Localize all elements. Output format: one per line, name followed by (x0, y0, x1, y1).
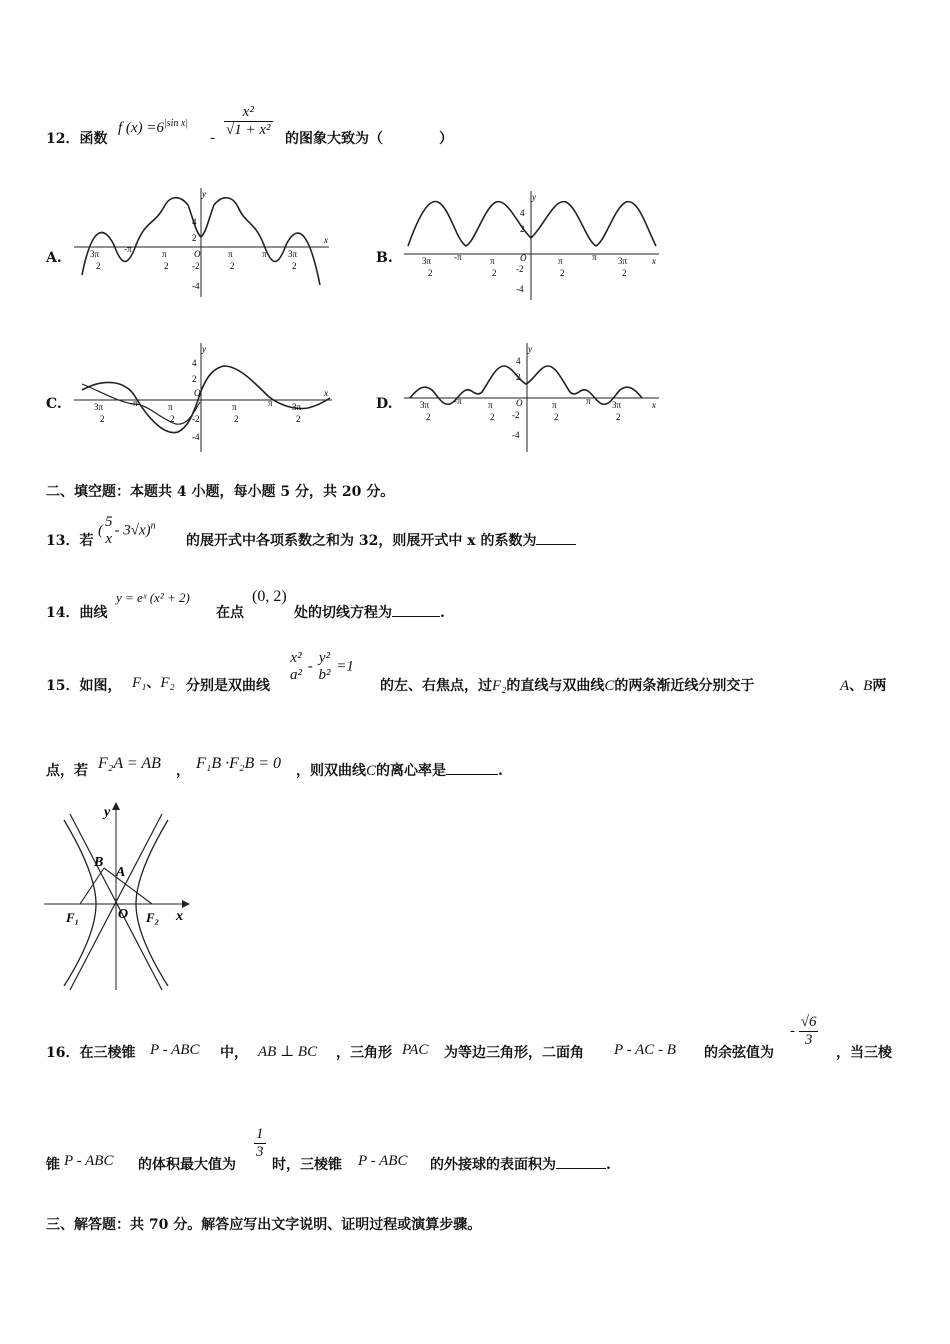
graph-c-origin: O (194, 388, 201, 398)
q15-line2-end: ，则双曲线C的离心率是 . (296, 763, 503, 779)
q14-curve: y = eˣ (x² + 2) (116, 590, 190, 605)
graph-d-tick-negpi2: π (488, 400, 493, 410)
figure-x-label: x (176, 909, 183, 924)
q15-condition-2: F₁B ·F₂B = 0 (196, 755, 282, 772)
graph-d-tick-2: 2 (516, 372, 521, 382)
figure-point-b: B (94, 855, 104, 870)
graph-b-tick-3pi2-pos: 3π (618, 256, 628, 266)
graph-a-tick-negpi: -π (124, 244, 132, 254)
graph-b-tick-pi2-den: 2 (560, 268, 565, 278)
q16-cos-lead: 的余弦值为 (704, 1045, 774, 1061)
graph-c-tick-pi2: π (232, 402, 237, 412)
q16-pyramid-2: P - ABC (64, 1153, 114, 1169)
option-b-label: B. (376, 250, 393, 266)
graph-a-tick-3pi2-den: 2 (96, 261, 101, 271)
graph-c-x-label: x (324, 388, 328, 398)
graph-b-tick-3pi2-pos-den: 2 (622, 268, 627, 278)
figure-x-arrow (182, 900, 190, 908)
q13-tail: 的展开式中各项系数之和为 32，则展开式中 x 的系数为 (186, 530, 576, 550)
figure-y-label: y (104, 805, 111, 820)
figure-left-branch (64, 820, 96, 986)
graph-d-curve (410, 366, 642, 404)
q12-formula-fraction: $\frac{\text{x²}}{\text{√1 + x²}}$ (226, 104, 271, 138)
graph-d-tick-negpi: -π (454, 396, 462, 406)
figure-y-arrow (112, 802, 120, 810)
q16-triangle: ，三角形 (336, 1045, 392, 1061)
q13-expression: ( 5 x - 3√x)$^n$ (98, 514, 156, 547)
graph-a-origin: O (194, 249, 201, 259)
graph-c-tick-2: 2 (192, 374, 197, 384)
graph-c (74, 340, 334, 455)
q12-number-lead: 12．函数 (46, 131, 108, 147)
figure-f1b-line (80, 868, 104, 904)
graph-b-tick-negpi2-den: 2 (492, 268, 497, 278)
q16-pyramid: P - ABC (150, 1042, 200, 1058)
graph-d (404, 340, 664, 455)
graph-b (404, 188, 664, 303)
graph-b-tick-negpi: -π (454, 252, 462, 262)
section-3-heading: 三、解答题：共 70 分。解答应写出文字说明、证明过程或演算步骤。 (46, 1217, 482, 1233)
graph-b-y-label: y (532, 192, 536, 202)
q14-mid: 在点 (216, 605, 244, 621)
graph-a-tick-negpi2-den: 2 (164, 261, 169, 271)
graph-d-tick-3pi2-pos-den: 2 (616, 412, 621, 422)
graph-c-tick-negpi2-den: 2 (170, 414, 175, 424)
graph-b-tick-pi2: π (558, 256, 563, 266)
graph-c-tick-m2: -2 (192, 414, 200, 424)
graph-b-tick-3pi2: 3π (422, 256, 432, 266)
q14-number-lead: 14．曲线 (46, 605, 108, 621)
section-2-heading: 二、填空题：本题共 4 小题，每小题 5 分，共 20 分。 (46, 484, 395, 500)
graph-c-tick-negpi: -π (130, 398, 138, 408)
graph-c-tick-3pi2-pos-den: 2 (296, 414, 301, 424)
graph-d-y-label: y (528, 344, 532, 354)
graph-d-tick-3pi2-den: 2 (426, 412, 431, 422)
q16-number-intro: 16．在三棱锥 (46, 1045, 136, 1061)
q15-condition-1: F₂A = AB (98, 755, 161, 772)
graph-c-curve-1 (82, 366, 330, 433)
q15-hyperbola-figure (44, 800, 194, 992)
graph-a-tick-m4: -4 (192, 281, 200, 291)
graph-b-origin: O (520, 253, 527, 263)
graph-b-tick-3pi2-den: 2 (428, 268, 433, 278)
graph-a-tick-negpi2: π (162, 249, 167, 259)
graph-b-tick-m2: -2 (516, 264, 524, 274)
graph-a (74, 185, 334, 300)
q16-perpendicular: AB ⊥ BC (258, 1044, 318, 1060)
q15-number-intro: 15．如图， (46, 678, 122, 694)
q15-line1-end: A、B两 (840, 678, 887, 694)
q16-volume-lead: 的体积最大值为 (138, 1157, 236, 1173)
q16-pac: PAC (402, 1042, 429, 1058)
graph-b-tick-pi: π (592, 252, 597, 262)
graph-a-tick-2: 2 (192, 233, 197, 243)
figure-origin: O (118, 907, 129, 922)
graph-d-tick-m2: -2 (512, 410, 520, 420)
graph-a-tick-m2: -2 (192, 261, 200, 271)
q15-line1-middle: 的左、右焦点，过F₂的直线与双曲线C的两条渐近线分别交于 (380, 678, 755, 694)
option-a-label: A. (46, 250, 62, 266)
q12-formula-lhs: f $(x) =6^{|sin x|}$ (118, 118, 189, 136)
graph-b-x-label: x (652, 256, 656, 266)
graph-d-tick-pi2-den: 2 (554, 412, 559, 422)
graph-b-tick-2: 2 (520, 224, 525, 234)
graph-c-tick-3pi2-pos: 3π (292, 402, 302, 412)
q16-pyramid-3: P - ABC (358, 1153, 408, 1169)
q15-comma: ， (176, 763, 190, 779)
graph-c-y-label: y (202, 344, 206, 354)
q16-when: 时，三棱锥 (272, 1157, 342, 1173)
figure-point-a: A (116, 865, 126, 880)
q16-line2-end: 的外接球的表面积为 . (430, 1157, 611, 1173)
graph-c-tick-m4: -4 (192, 432, 200, 442)
graph-b-tick-4: 4 (520, 208, 525, 218)
graph-d-tick-pi: π (586, 396, 591, 406)
graph-a-tick-pi2: π (228, 249, 233, 259)
q16-line1-end: ，当三棱 (836, 1045, 892, 1061)
graph-d-tick-negpi2-den: 2 (490, 412, 495, 422)
graph-d-tick-3pi2-pos: 3π (612, 400, 622, 410)
q15-answer-blank[interactable] (446, 762, 498, 775)
graph-d-tick-3pi2: 3π (420, 400, 430, 410)
graph-a-x-label: x (324, 235, 328, 245)
q16-in: 中， (220, 1045, 248, 1061)
q13-answer-blank[interactable] (536, 532, 576, 545)
graph-a-tick-pi2-den: 2 (230, 261, 235, 271)
q16-dihedral: P - AC - B (614, 1042, 676, 1058)
q12-tail: 的图象大致为（ ） (285, 131, 453, 147)
graph-c-tick-3pi2-den: 2 (100, 414, 105, 424)
graph-d-origin: O (516, 398, 523, 408)
graph-a-y-label: y (202, 189, 206, 199)
graph-a-tick-3pi2-pos: 3π (288, 249, 298, 259)
q15-hyperbola-equation: x² a² - y² b² =1 (290, 650, 354, 683)
q14-point: (0, 2) (252, 588, 287, 605)
q16-answer-blank[interactable] (556, 1156, 606, 1169)
graph-a-tick-3pi2-pos-den: 2 (292, 261, 297, 271)
q12-formula-minus: - (210, 130, 215, 146)
q14-tail: 处的切线方程为 . (294, 605, 445, 621)
option-c-label: C. (46, 396, 62, 412)
figure-f1: F₁ (66, 910, 80, 925)
figure-f2: F₂ (146, 910, 160, 925)
graph-d-tick-4: 4 (516, 356, 521, 366)
option-d-label: D. (376, 396, 393, 412)
graph-d-x-label: x (652, 400, 656, 410)
graph-c-tick-4: 4 (192, 358, 197, 368)
graph-d-tick-pi2: π (552, 400, 557, 410)
graph-c-tick-pi: π (268, 398, 273, 408)
graph-d-tick-m4: -4 (512, 430, 520, 440)
q16-cos-value: - $\frac{√6}{3}$ (790, 1014, 817, 1048)
graph-b-tick-m4: -4 (516, 284, 524, 294)
q15-hyperbola-lead: 分别是双曲线 (186, 678, 270, 694)
figure-f2b-line (104, 868, 152, 904)
graph-c-tick-negpi2: π (168, 402, 173, 412)
q13-number-lead: 13．若 (46, 533, 94, 549)
q16-dihedral-lead: 为等边三角形，二面角 (444, 1045, 584, 1061)
graph-a-tick-3pi2: 3π (90, 249, 100, 259)
graph-a-tick-pi: π (262, 249, 267, 259)
q15-foci: F₁、F₂ (132, 675, 175, 691)
q14-answer-blank[interactable] (392, 604, 440, 617)
figure-right-branch (136, 820, 168, 986)
q16-volume-value: $\frac{1}{3}$ (256, 1126, 264, 1160)
graph-a-tick-4: 4 (192, 217, 197, 227)
graph-c-tick-pi2-den: 2 (234, 414, 239, 424)
graph-b-tick-negpi2: π (490, 256, 495, 266)
q15-line2-start: 点，若 (46, 763, 88, 779)
q16-line2-start: 锥 (46, 1157, 60, 1173)
graph-c-tick-3pi2: 3π (94, 402, 104, 412)
graph-b-curve (408, 201, 656, 246)
